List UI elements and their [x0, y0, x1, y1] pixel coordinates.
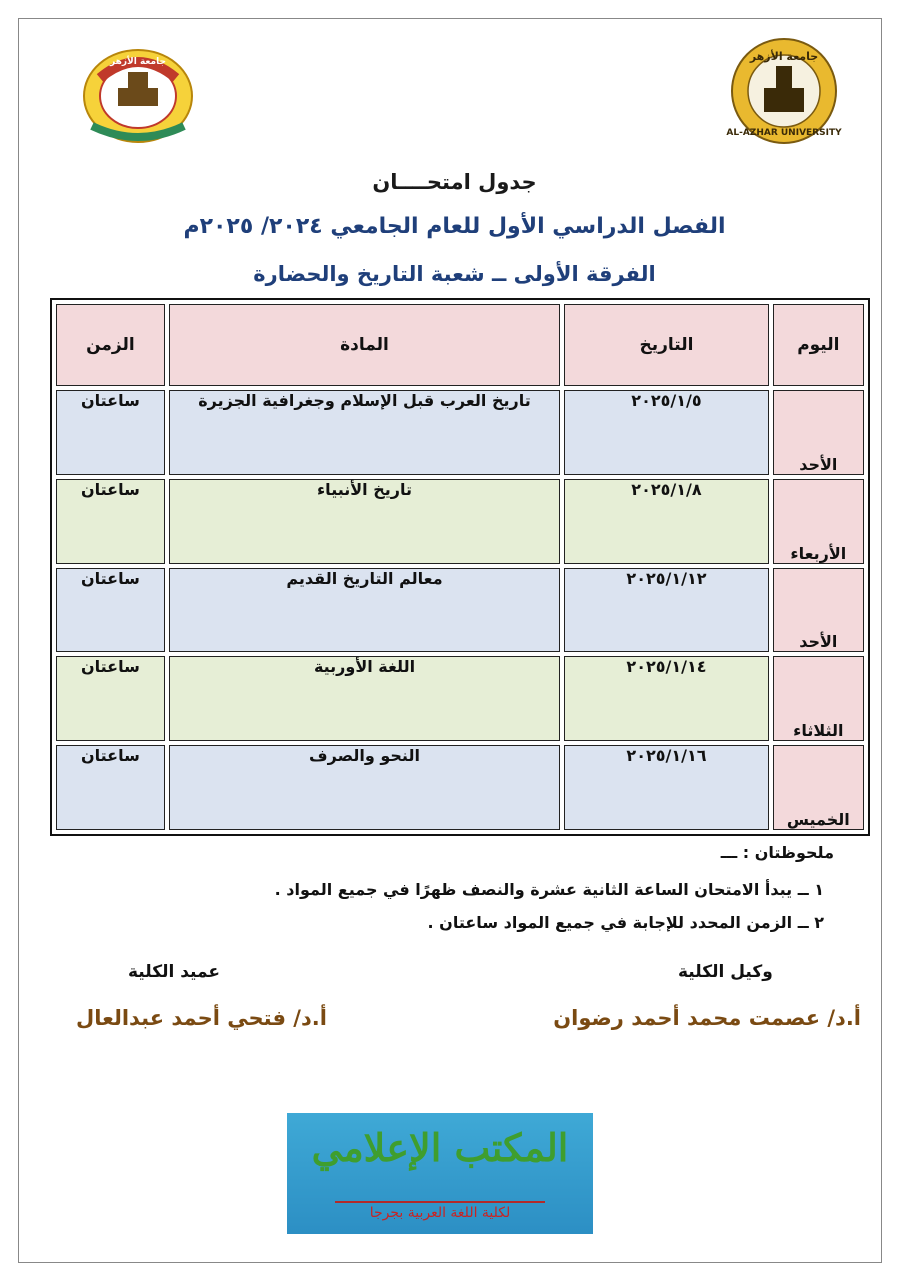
- time-cell: ساعتان: [56, 479, 165, 564]
- subject-cell: تاريخ العرب قبل الإسلام وجغرافية الجزيرة: [169, 390, 560, 475]
- header-time: الزمن: [56, 304, 165, 386]
- subject-cell: اللغة الأوربية: [169, 656, 560, 741]
- table-row: [56, 390, 864, 475]
- faculty-logo: [78, 38, 198, 148]
- day-cell: الثلاثاء: [773, 656, 864, 741]
- time-cell: ساعتان: [56, 656, 165, 741]
- vice-dean-name: أ.د/ عصمت محمد أحمد رضوان: [553, 1006, 861, 1030]
- header-date: التاريخ: [564, 304, 768, 386]
- time-cell: ساعتان: [56, 390, 165, 475]
- date-cell: ٢٠٢٥/١/١٦: [564, 745, 768, 830]
- subject-cell: النحو والصرف: [169, 745, 560, 830]
- subject-cell: معالم التاريخ القديم: [169, 568, 560, 653]
- exam-schedule-title: جدول امتحــــان: [372, 170, 537, 194]
- date-cell: ٢٠٢٥/١/٨: [564, 479, 768, 564]
- right-logo-ar: جامعة الأزهر: [749, 50, 819, 63]
- right-logo-en: AL-AZHAR UNIVERSITY: [726, 128, 842, 138]
- semester-title: الفصل الدراسي الأول للعام الجامعي ٢٠٢٤/ ٢٠٢٥م: [183, 214, 726, 239]
- dean-name: أ.د/ فتحي أحمد عبدالعال: [76, 1006, 327, 1030]
- date-cell: ٢٠٢٥/١/١٤: [564, 656, 768, 741]
- department-title: الفرقة الأولى ــ شعبة التاريخ والحضارة: [253, 262, 656, 286]
- day-cell: الأربعاء: [773, 479, 864, 564]
- left-logo-text: جامعة الأزهر: [110, 57, 166, 67]
- exam-schedule-table: [50, 298, 870, 836]
- notes-section: [275, 843, 834, 946]
- subject-cell: تاريخ الأنبياء: [169, 479, 560, 564]
- header-day: اليوم: [773, 304, 864, 386]
- table-row: [56, 745, 864, 830]
- banner-subtitle: لكلية اللغة العربية بجرجا: [369, 1205, 511, 1221]
- time-cell: ساعتان: [56, 745, 165, 830]
- date-cell: ٢٠٢٥/١/٥: [564, 390, 768, 475]
- media-office-banner: [287, 1113, 593, 1234]
- vice-dean-title: وكيل الكلية: [678, 962, 773, 982]
- table-row: [56, 656, 864, 741]
- table-header-row: [56, 304, 864, 386]
- note-item: ١ ــ يبدأ الامتحان الساعة الثانية عشرة والنصف ظهرًا في جميع المواد .: [274, 880, 824, 899]
- banner-title: المكتب الإعلامي: [311, 1125, 569, 1170]
- dean-title: عميد الكلية: [128, 962, 220, 982]
- table-row: [56, 479, 864, 564]
- banner-divider: [335, 1201, 545, 1203]
- notes-heading: ملحوظتان : ـــ: [720, 843, 834, 862]
- day-cell: الأحد: [773, 568, 864, 653]
- date-cell: ٢٠٢٥/١/١٢: [564, 568, 768, 653]
- time-cell: ساعتان: [56, 568, 165, 653]
- header-subject: المادة: [169, 304, 560, 386]
- day-cell: الخميس: [773, 745, 864, 830]
- day-cell: الأحد: [773, 390, 864, 475]
- al-azhar-university-logo: [718, 36, 850, 146]
- table-row: [56, 568, 864, 653]
- note-item: ٢ ــ الزمن المحدد للإجابة في جميع المواد ساعتان .: [427, 913, 824, 932]
